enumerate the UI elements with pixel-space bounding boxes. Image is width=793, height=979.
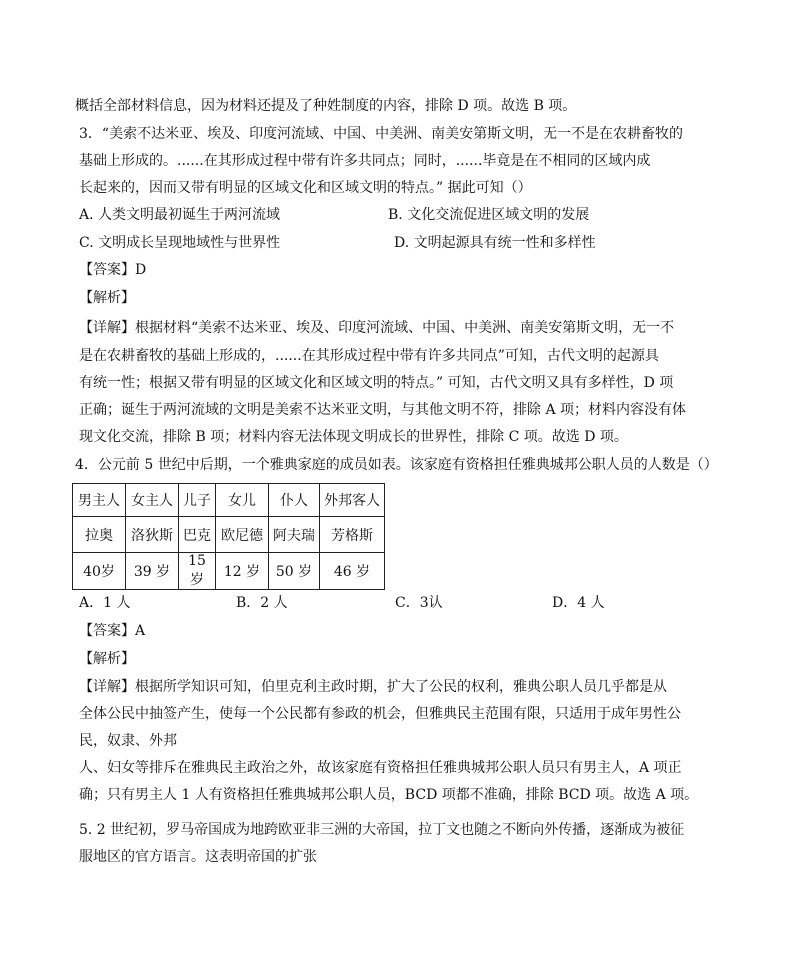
table-header-row [73, 484, 385, 517]
table-cell: 洛狄斯 [126, 517, 179, 553]
text-line: 有统一性；根据又带有明显的区域文化和区域文明的特点。” 可知，古代文明又具有多样性，D 项 [79, 375, 674, 391]
table-row [73, 553, 385, 590]
table-row [73, 517, 385, 553]
text-line: 全体公民中抽签产生，使每一个公民都有参政的机会，但雅典民主范围有限，只适用于成年男性公 [79, 706, 681, 722]
table-cell: 50 岁 [269, 553, 320, 590]
q4-option-d: D．4 人 [552, 595, 605, 611]
family-members-table [72, 483, 385, 590]
text-line: 服地区的官方语言。这表明帝国的扩张 [79, 849, 317, 865]
answer-label: 【答案】A [79, 623, 146, 639]
question-3-stem: 3．“美索不达米亚、埃及、印度河流域、中国、中美洲、南美安第斯文明，无一不是在农耕畜牧的 [79, 126, 684, 142]
table-cell: 46 岁 [320, 553, 385, 590]
table-cell: 儿子 [179, 484, 216, 517]
text-line: 人、妇女等排斥在雅典民主政治之外，故该家庭有资格担任雅典城邦公职人员只有男主人，A 项正 [79, 760, 682, 776]
table-cell: 39 岁 [126, 553, 179, 590]
table-cell: 阿夫瑞 [269, 517, 320, 553]
table-cell: 拉奥 [73, 517, 126, 553]
text-line: 【详解】根据所学知识可知，伯里克利主政时期，扩大了公民的权利，雅典公职人员几乎都是从 [79, 679, 667, 695]
table-cell: 12 岁 [216, 553, 269, 590]
text-line: 确；只有男主人 1 人有资格担任雅典城邦公职人员，BCD 项都不准确，排除 BCD 项。故选 A 项。 [79, 787, 699, 803]
analysis-label: 【解析】 [79, 290, 135, 306]
table-cell: 芳格斯 [320, 517, 385, 553]
text-line: 是在农耕畜牧的基础上形成的，......在其形成过程中带有许多共同点”可知，古代文明的起源具 [79, 348, 659, 364]
analysis-label: 【解析】 [79, 651, 135, 667]
text-line: 长起来的，因而又带有明显的区域文化和区域文明的特点。” 据此可知（） [79, 180, 532, 196]
text-line: 正确；诞生于两河流域的文明是美索不达米亚文明，与其他文明不符，排除 A 项；材料内容没有体 [79, 402, 687, 418]
table-cell: 巴克 [179, 517, 216, 553]
table-cell: 15 岁 [179, 553, 216, 590]
text-line: 概括全部材料信息，因为材料还提及了种姓制度的内容，排除 D 项。故选 B 项。 [75, 98, 577, 114]
q3-option-c: C. 文明成长呈现地域性与世界性 [79, 235, 281, 251]
text-line: 民，奴隶、外邦 [79, 733, 177, 749]
table-cell: 女主人 [126, 484, 179, 517]
text-line: 现文化交流，排除 B 项；材料内容无法体现文明成长的世界性，排除 C 项。故选 D 项。 [79, 429, 628, 445]
q3-option-b: B. 文化交流促进区域文明的发展 [388, 207, 590, 223]
q4-option-b: B．2 人 [236, 595, 288, 611]
table-cell: 仆人 [269, 484, 320, 517]
question-5-stem: 5. 2 世纪初，罗马帝国成为地跨欧亚非三洲的大帝国，拉丁文也随之不断向外传播，逐渐成为被征 [79, 822, 685, 838]
text-line: 基础上形成的。......在其形成过程中带有许多共同点；同时，......毕竟是在不相同的区域内成 [79, 153, 651, 169]
q4-option-c: C．3认 [395, 595, 443, 611]
q3-option-d: D. 文明起源具有统一性和多样性 [394, 235, 596, 251]
table-cell: 欧尼德 [216, 517, 269, 553]
table-cell: 男主人 [73, 484, 126, 517]
question-4-stem: 4．公元前 5 世纪中后期，一个雅典家庭的成员如表。该家庭有资格担任雅典城邦公职人员的人数是（） [75, 457, 718, 473]
table-cell: 女儿 [216, 484, 269, 517]
table-cell: 40岁 [73, 553, 126, 590]
q4-option-a: A．1 人 [79, 595, 131, 611]
text-line: 【详解】根据材料“美索不达米亚、埃及、印度河流域、中国、中美洲、南美安第斯文明，无一不 [79, 320, 675, 336]
q3-option-a: A. 人类文明最初诞生于两河流域 [79, 207, 281, 223]
table-cell: 外邦客人 [320, 484, 385, 517]
answer-label: 【答案】D [79, 262, 147, 278]
